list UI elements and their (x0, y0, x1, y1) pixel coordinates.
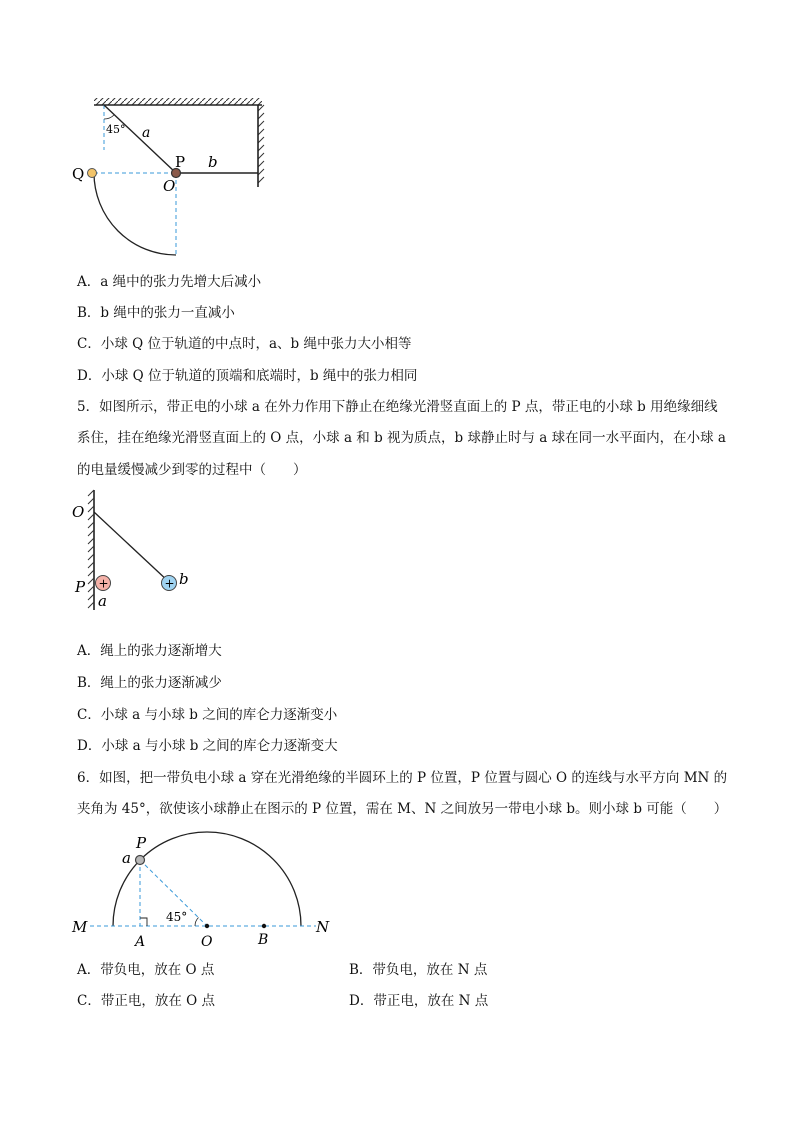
option-letter: D． (349, 993, 374, 1009)
q6-stem-line-1: 6．如图，把一带负电小球 a 穿在光滑绝缘的半圆环上的 P 位置，P 位置与圆心 O 的连线与水平方向 MN 的 (77, 770, 728, 786)
q5-figure (70, 488, 210, 613)
q4-option-c (77, 334, 411, 354)
label-p: P (175, 153, 186, 171)
point-b (262, 924, 266, 928)
option-text: 小球 a 与小球 b 之间的库仑力逐渐变小 (100, 707, 338, 723)
q5-stem-line-1: 5．如图所示，带正电的小球 a 在外力作用下静止在绝缘光滑竖直面上的 P 点，带正电的小球 b 用绝缘细线 (77, 399, 718, 415)
q6-figure (70, 828, 340, 953)
q5-option-c (77, 705, 337, 725)
label-n: N (316, 918, 330, 936)
q4-option-a (77, 272, 261, 292)
option-text: 带正电，放在 O 点 (100, 993, 215, 1009)
label-a: a (142, 125, 151, 141)
option-letter: D． (77, 738, 102, 754)
right-wall-hatch (258, 105, 264, 183)
q6-option-a (77, 960, 214, 980)
ball-a-plus: + (98, 576, 109, 591)
option-letter: B． (349, 962, 373, 978)
label-angle: 45° (166, 910, 188, 924)
option-text: 小球 a 与小球 b 之间的库仑力逐渐变大 (101, 738, 338, 754)
option-text: 小球 Q 位于轨道的中点时，a、b 绳中张力大小相等 (100, 336, 412, 352)
angle-arc (195, 918, 199, 927)
ceiling-hatch (94, 98, 262, 105)
option-text: 绳上的张力逐渐减少 (100, 675, 222, 691)
ball-a (136, 856, 145, 865)
ball-q (88, 169, 97, 178)
label-o: O (72, 503, 85, 521)
wall-hatch (88, 490, 94, 608)
option-letter: B． (77, 675, 101, 691)
rope-a (104, 105, 176, 173)
label-p: P (136, 834, 147, 852)
label-angle: 45° (106, 123, 126, 136)
q6-stem-line-2: 夹角为 45°，欲使该小球静止在图示的 P 位置，需在 M、N 之间放另一带电小球 b。则小球 b 可能（ ） (77, 801, 728, 817)
option-text: a 绳中的张力先增大后减小 (100, 274, 262, 290)
label-m: M (72, 918, 88, 936)
option-text: 绳上的张力逐渐增大 (100, 643, 222, 659)
option-text: 带负电，放在 O 点 (100, 962, 215, 978)
q5-option-b (77, 673, 222, 693)
label-a: a (122, 849, 131, 867)
label-p: P (75, 578, 86, 596)
q6-option-d (349, 991, 488, 1011)
label-b: b (208, 153, 218, 171)
option-letter: A． (77, 274, 101, 290)
label-b-point: B (258, 932, 269, 948)
q4-figure (70, 95, 270, 265)
q6-option-c (77, 991, 215, 1011)
label-a-point: A (135, 934, 146, 950)
right-angle-mark (140, 918, 147, 926)
label-a: a (98, 592, 107, 610)
option-letter: C． (77, 336, 101, 352)
q6-option-b (349, 960, 487, 980)
label-q: Q (72, 165, 85, 183)
label-o: O (163, 177, 176, 195)
label-b: b (179, 570, 189, 588)
ball-b-plus: + (164, 576, 175, 591)
point-o (205, 924, 209, 928)
option-letter: A． (77, 643, 101, 659)
option-letter: A． (77, 962, 101, 978)
q4-option-b (77, 303, 235, 323)
label-o: O (201, 934, 213, 950)
option-letter: B． (77, 305, 101, 321)
q4-option-d (77, 366, 417, 386)
q5-stem-line-3: 的电量缓慢减少到零的过程中（ ） (77, 462, 307, 478)
option-letter: C． (77, 707, 101, 723)
option-text: 带负电，放在 N 点 (372, 962, 488, 978)
option-text: 小球 Q 位于轨道的顶端和底端时，b 绳中的张力相同 (101, 368, 418, 384)
q5-option-a (77, 641, 222, 661)
option-letter: D． (77, 368, 102, 384)
thread (94, 512, 169, 582)
angle-arc (104, 115, 114, 119)
option-letter: C． (77, 993, 101, 1009)
option-text: b 绳中的张力一直减小 (100, 305, 235, 321)
q5-option-d (77, 736, 338, 756)
option-text: 带正电，放在 N 点 (373, 993, 489, 1009)
q5-stem-line-2: 系住，挂在绝缘光滑竖直面上的 O 点，小球 a 和 b 视为质点，b 球静止时与 a 球在同一水平面内，在小球 a (77, 430, 726, 446)
